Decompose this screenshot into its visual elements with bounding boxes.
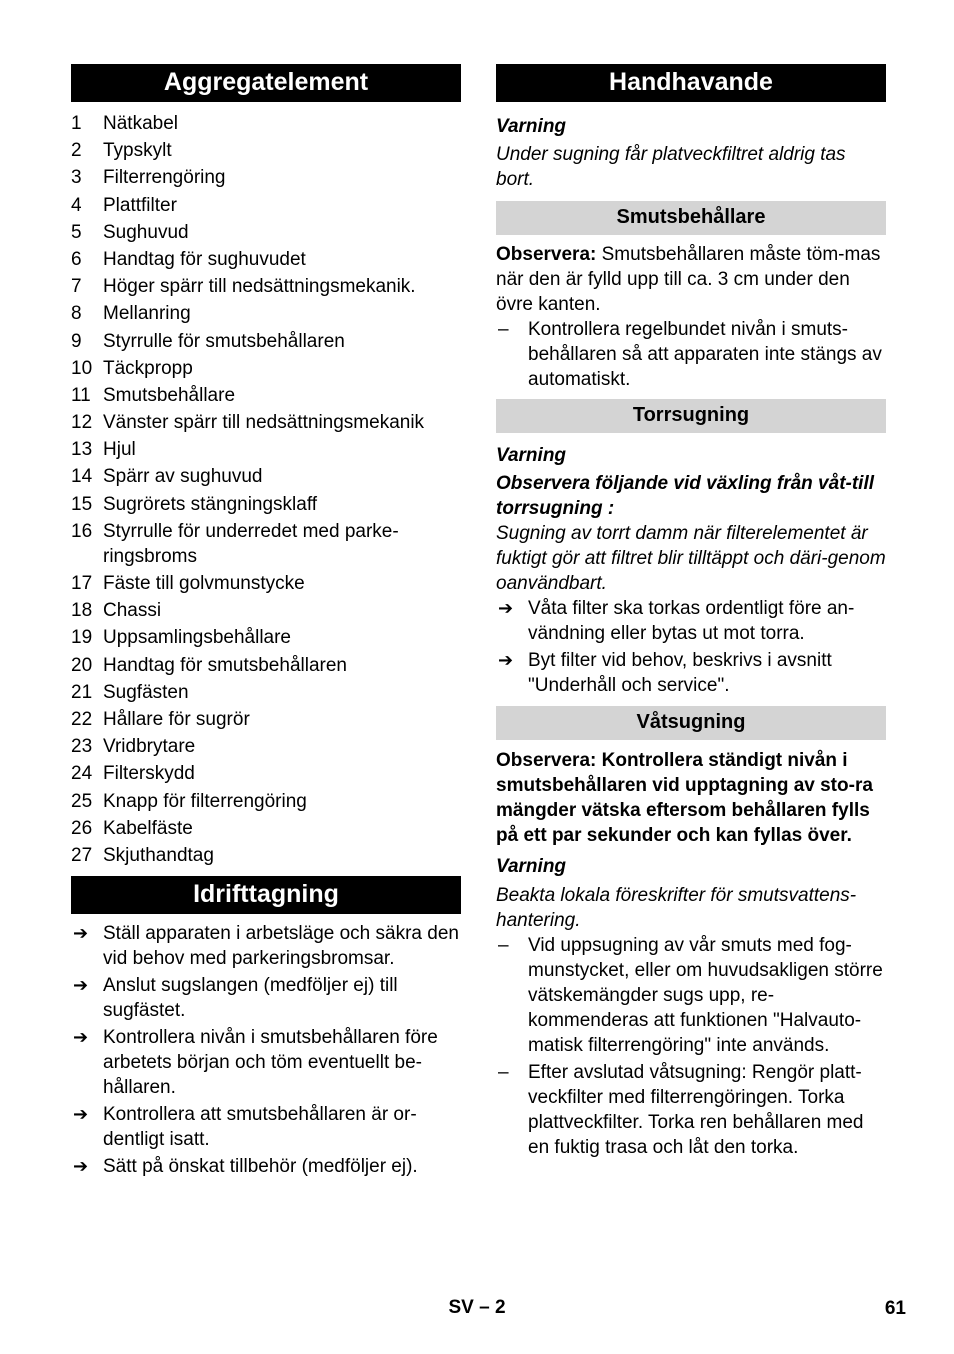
list-item: ➔ Sätt på önskat tillbehör (medföljer ej). bbox=[73, 1155, 418, 1177]
warning-text: Beakta lokala föreskrifter för smutsvattens-hantering. bbox=[496, 885, 857, 931]
list-item: 24 Filterskydd bbox=[71, 763, 195, 785]
list-item: 26 Kabelfäste bbox=[71, 817, 193, 839]
list-item: 17 Fäste till golvmunstycke bbox=[71, 573, 305, 594]
list-item: 4 Plattfilter bbox=[71, 194, 177, 216]
list-item: 22 Hållare för sugrör bbox=[71, 708, 250, 730]
startup-steps bbox=[71, 921, 461, 1179]
right-arrow-icon: ➔ bbox=[73, 922, 89, 943]
list-item: 21 Sugfästen bbox=[71, 681, 189, 703]
list-item: ➔ Ställ apparaten i arbetsläge och säkra den vid behov med parkeringsbromsar. bbox=[73, 922, 459, 969]
list-item: 6 Handtag för sughuvudet bbox=[71, 248, 306, 270]
list-item: – Efter avslutad våtsugning: Rengör platt-veckfilter med filterrengöringen. Torka plattveckfilter. Torka ren behållaren med en fuktig trasa och låt den torka. bbox=[498, 1062, 864, 1158]
subsection-title-smutsbehallare: Smutsbehållare bbox=[496, 201, 886, 235]
warning-label: Varning bbox=[496, 116, 567, 137]
list-item: 7 Höger spärr till nedsättningsmekanik. bbox=[71, 276, 416, 298]
dash-bullet: – bbox=[498, 319, 509, 340]
list-item: 5 Sughuvud bbox=[71, 221, 189, 243]
list-item: ➔ Kontrollera att smutsbehållaren är or-dentligt isatt. bbox=[73, 1103, 417, 1150]
component-list bbox=[71, 111, 461, 868]
list-item: 10 Täckpropp bbox=[71, 357, 193, 379]
list-item: 20 Handtag för smutsbehållaren bbox=[71, 654, 347, 676]
note-paragraph: Observera: Smutsbehållaren måste töm-mas när den är fylld upp till ca. 3 cm under den övre kanten. bbox=[496, 244, 881, 315]
dash-list bbox=[496, 933, 886, 1160]
right-column bbox=[496, 64, 886, 1162]
warning-text: Under sugning får platveckfiltret aldrig tas bort. bbox=[496, 144, 846, 190]
right-arrow-icon: ➔ bbox=[73, 974, 89, 995]
list-item: – Vid uppsugning av vår smuts med fog-munstycket, eller om huvudsakligen större vätskemängder sugs upp, re-kommenderas att funktionen "Halvauto-matisk filterrengöring" inte används. bbox=[498, 935, 883, 1056]
warning-label: Varning bbox=[496, 856, 567, 877]
note-paragraph: Observera: Kontrollera ständigt nivån i smutsbehållaren vid upptagning av sto-ra mängder vätska eftersom behållaren fylls på ett par sekunder och kan fyllas över. bbox=[496, 750, 873, 846]
list-item: 1 Nätkabel bbox=[71, 113, 178, 134]
list-item: 9 Styrrulle för smutsbehållaren bbox=[71, 330, 345, 352]
list-item: 2 Typskylt bbox=[71, 140, 172, 162]
subsection-title-torrsugning: Torrsugning bbox=[496, 399, 886, 433]
list-item: 12 Vänster spärr till nedsättningsmekanik bbox=[71, 412, 425, 434]
dash-bullet: – bbox=[498, 935, 509, 956]
list-item: ➔ Våta filter ska torkas ordentligt före an-vändning eller bytas ut mot torra. bbox=[498, 598, 855, 644]
list-item: – Kontrollera regelbundet nivån i smuts-behållaren så att apparaten inte stängs av automatiskt. bbox=[498, 319, 882, 390]
dash-bullet: – bbox=[498, 1062, 509, 1083]
warning-heading: Observera följande vid växling från våt-till torrsugning : bbox=[496, 473, 875, 519]
warning-label: Varning bbox=[496, 445, 567, 466]
arrow-list bbox=[496, 596, 886, 698]
list-item: 15 Sugrörets stängningsklaff bbox=[71, 493, 318, 515]
footer-section-label: SV – 2 bbox=[448, 1297, 506, 1318]
section-title-handhavande: Handhavande bbox=[496, 64, 886, 102]
list-item: 13 Hjul bbox=[71, 439, 136, 461]
right-arrow-icon: ➔ bbox=[73, 1103, 89, 1124]
left-column bbox=[71, 64, 461, 1181]
list-item: 25 Knapp för filterrengöring bbox=[71, 790, 307, 812]
list-item: 11 Smutsbehållare bbox=[71, 384, 236, 406]
list-item: ➔ Anslut sugslangen (medföljer ej) till sugfästet. bbox=[73, 974, 398, 1021]
list-item: 14 Spärr av sughuvud bbox=[71, 466, 263, 488]
section-title-aggregatelement: Aggregatelement bbox=[71, 64, 461, 102]
list-item: 18 Chassi bbox=[71, 600, 162, 622]
list-item: 8 Mellanring bbox=[71, 303, 191, 325]
list-item: 23 Vridbrytare bbox=[71, 736, 196, 758]
list-item: 19 Uppsamlingsbehållare bbox=[71, 627, 291, 649]
list-item: ➔ Kontrollera nivån i smutsbehållaren före arbetets början och töm eventuellt be-hållaren. bbox=[73, 1026, 438, 1098]
list-item: ➔ Byt filter vid behov, beskrivs i avsnitt "Underhåll och service". bbox=[498, 650, 832, 696]
dash-list bbox=[496, 317, 886, 392]
subsection-title-vatsugning: Våtsugning bbox=[496, 706, 886, 740]
section-title-idrifttagning: Idrifttagning bbox=[71, 876, 461, 914]
page-number: 61 bbox=[884, 1298, 906, 1319]
right-arrow-icon: ➔ bbox=[498, 650, 514, 670]
right-arrow-icon: ➔ bbox=[498, 598, 514, 618]
list-item: 3 Filterrengöring bbox=[71, 167, 226, 189]
list-item: 16 Styrrulle för underredet med parke-ringsbroms bbox=[71, 520, 399, 567]
right-arrow-icon: ➔ bbox=[73, 1155, 89, 1176]
right-arrow-icon: ➔ bbox=[73, 1026, 89, 1047]
list-item: 27 Skjuthandtag bbox=[71, 844, 214, 866]
warning-text: Sugning av torrt damm när filterelementet är fuktigt gör att filtret blir tilltäppt och däri-genom oanvändbart. bbox=[496, 523, 886, 594]
